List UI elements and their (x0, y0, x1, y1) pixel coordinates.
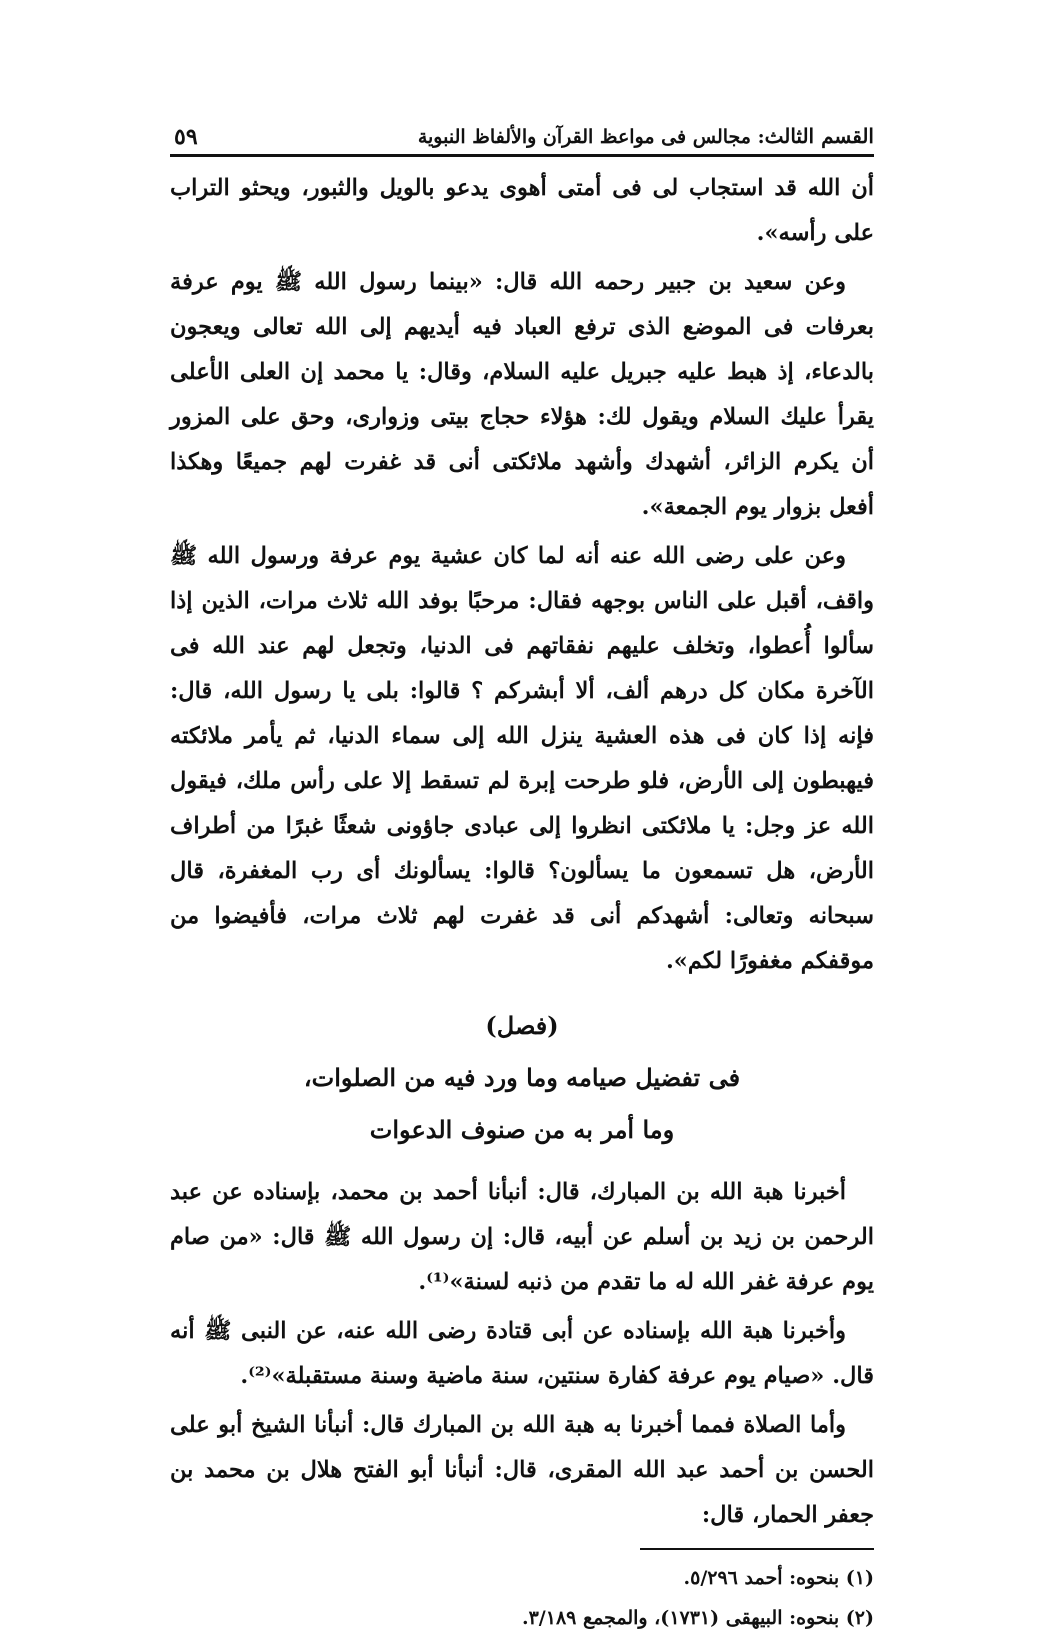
footnote-rule (640, 1548, 874, 1550)
header-subtitle: : مجالس فى مواعظ القرآن والألفاظ النبوية (417, 126, 765, 148)
running-header (170, 118, 874, 156)
header-title (418, 124, 874, 148)
section-heading (170, 1000, 874, 1156)
footnotes (170, 1548, 874, 1638)
page-number: ٥٩ (174, 124, 198, 150)
header-rule (170, 154, 874, 157)
paragraph: وعن على رضى الله عنه أنه لما كان عشية يوم عرفة ورسول الله ﷺ واقف، أقبل على الناس بوجهه فقال: مرحبًا بوفد الله ثلاث مرات، الذين إذا سألوا أُعطوا، وتخلف عليهم نفقاتهم فى الدنيا، وتجعل لهم عند الله فى الآخرة مكان كل درهم ألف، ألا أبشركم ؟ قالوا: بلى يا رسول الله، قال: فإنه إذا كان فى هذه العشية ينزل الله إلى سماء الدنيا، ثم يأمر ملائكته فيهبطون إلى الأرض، فلو طرحت إبرة لم تسقط إلا على رأس ملك، فيقول الله عز وجل: يا ملائكتى انظروا إلى عبادى جاؤونى شعثًا غبرًا من أطراف الأرض، هل تسمعون ما يسألون؟ قالوا: يسألونك أى رب المغفرة، قال سبحانه وتعالى: أشهدكم أنى قد غفرت لهم ثلاث مرات، فأفيضوا من موقفكم مغفورًا لكم». (170, 543, 874, 974)
paragraph: أخبرنا هبة الله بن المبارك، قال: أنبأنا أحمد بن محمد، بإسناده عن عبد الرحمن بن زيد بن أسلم عن أبيه، قال: إن رسول الله ﷺ قال: «من صام يوم عرفة غفر الله له ما تقدم من ذنبه لسنة»⁽¹⁾. (170, 1179, 874, 1295)
paragraph: وأخبرنا هبة الله بإسناده عن أبى قتادة رضى الله عنه، عن النبى ﷺ أنه قال. «صيام يوم عرفة كفارة سنتين، سنة ماضية وسنة مستقبلة»⁽²⁾. (170, 1318, 874, 1389)
header-section: القسم الثالث (764, 124, 874, 148)
document-page (170, 118, 874, 1638)
paragraph: أن الله قد استجاب لى فى أمتى أهوى يدعو بالويل والثبور، ويحثو التراب على رأسه». (170, 175, 874, 246)
paragraph: وأما الصلاة فمما أخبرنا به هبة الله بن المبارك قال: أنبأنا الشيخ أبو على الحسن بن أحمد عبد الله المقرى، قال: أنبأنا أبو الفتح هلال بن محمد بن جعفر الحمار، قال: (170, 1412, 874, 1528)
section-label: (فصل) (485, 1011, 559, 1040)
paragraph: وعن سعيد بن جبير رحمه الله قال: «بينما رسول الله ﷺ يوم عرفة بعرفات فى الموضع الذى ترفع العباد فيه أيديهم إلى الله تعالى ويعجون بالدعاء، إذ هبط عليه جبريل عليه السلام، وقال: يا محمد إن العلى الأعلى يقرأ عليك السلام ويقول لك: هؤلاء حجاج بيتى وزوارى، وحق على المزور أن يكرم الزائر، أشهدك وأشهد ملائكتى أنى قد غفرت لهم جميعًا وهكذا أفعل بزوار يوم الجمعة». (170, 269, 874, 520)
section-title-line-1: فى تفضيل صيامه وما ورد فيه من الصلوات، (303, 1063, 741, 1092)
footnote-2: (٢) بنحوه: البيهقى (١٧٣١)، والمجمع ٣/١٨٩. (521, 1607, 874, 1629)
footnote-1: (١) بنحوه: أحمد ٥/٢٩٦. (683, 1567, 874, 1589)
section-title-line-2: وما أمر به من صنوف الدعوات (369, 1115, 675, 1144)
